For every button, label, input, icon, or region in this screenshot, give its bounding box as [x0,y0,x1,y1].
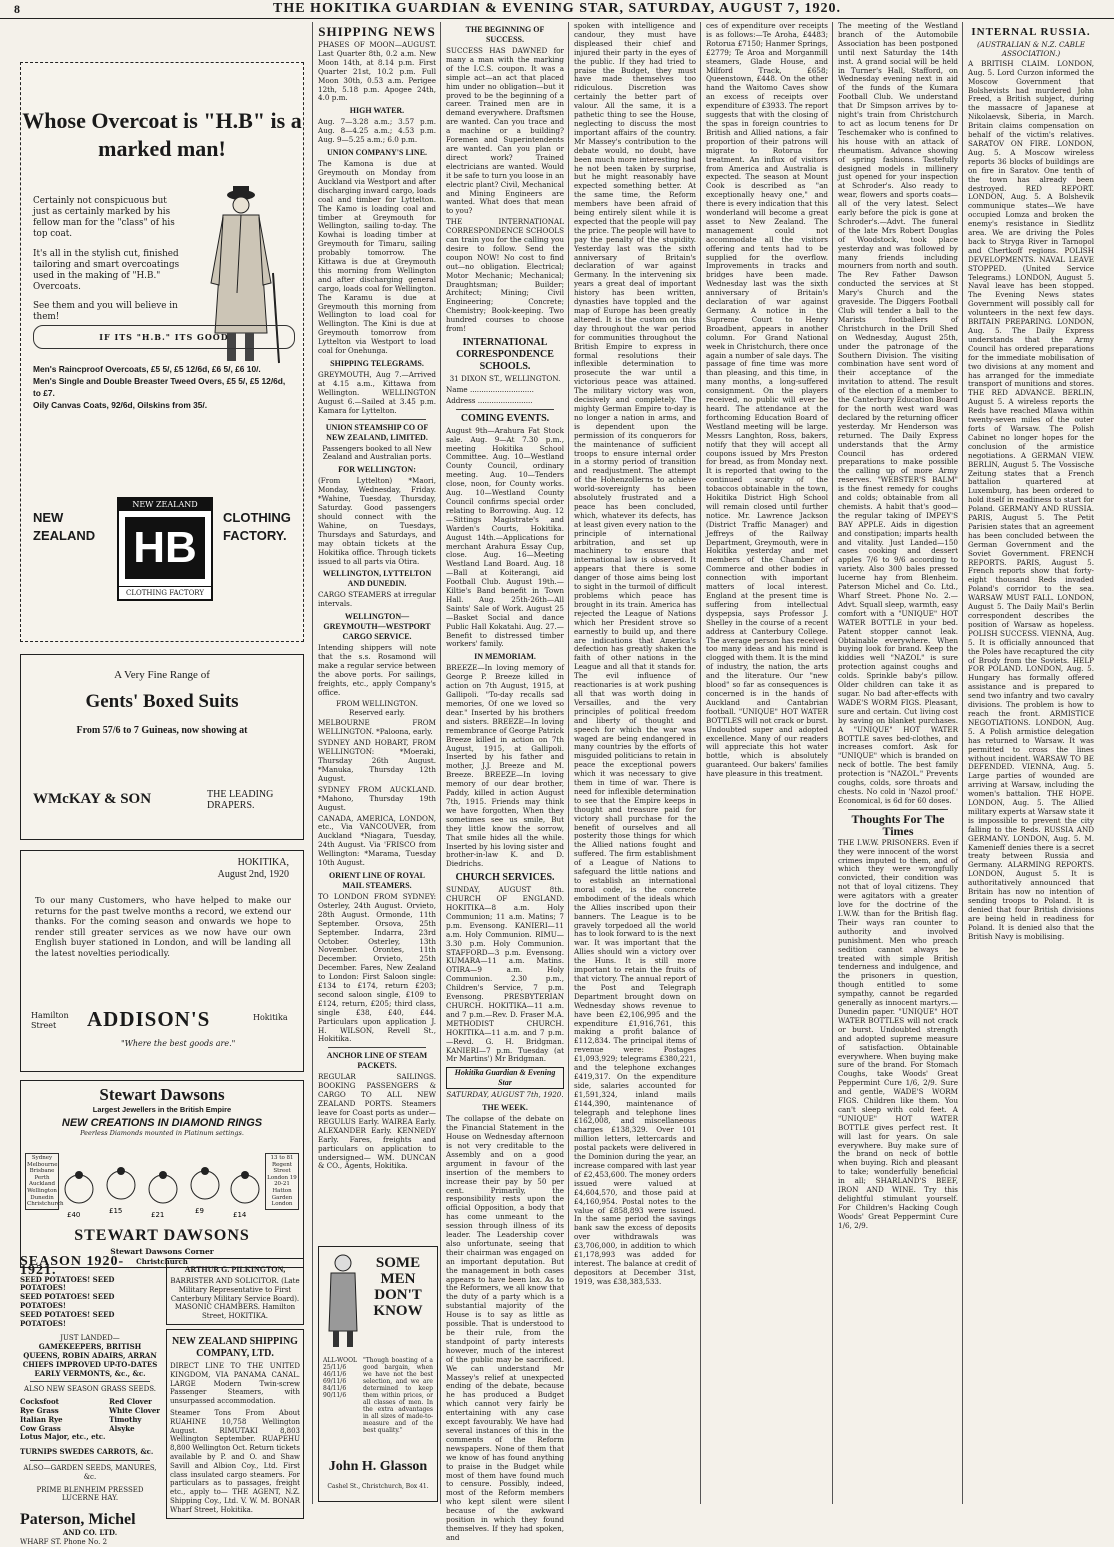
canada-america: CANADA, AMERICA, LONDON, etc., Via VANCOUVER, from Auckland *Niagara, Tuesday, 24th August. Via 'FRISCO from Wellington: *Marama, Tuesday 10th August. [318,813,436,868]
local-news-column [706,22,828,1504]
hb-logo [117,497,213,601]
addisons-name: ADDISON'S [87,1007,211,1031]
seed-right-2: White Clover [109,1405,160,1415]
hb-slogan-sign: IF ITS "H.B." ITS GOOD [33,325,295,349]
ics-heading: INTERNATIONAL CORRESPONDENCE SCHOOLS. [456,337,554,372]
hb-brand-left: NEW ZEALAND [33,510,96,543]
local-notes-text: The meeting of the Westland branch of the Automobile Association has been postponed until next Saturday the 14th inst. A grand social will be held in Turner's Hall, Stafford, on Wednesday evening next in aid of the funds of the Kumara Football Club. We understand that Dr Simpson arrives by to-night's train from Christchurch to act as locum tenens for Dr Teschemaker who is confined to his house with an attack of rheumatism. Advance showing of spring fashions. Tastefully designed models in millinery just opened for your inspection at Schroder's. Also ready to wear, flowers and sports coats—all of the very latest. Select early before the pick is gone at Schroder's.—Advt. The funeral of the late Mrs Robert Douglas of Woodstock, took place yesterday and was followed by many friends including mourners from north and south. The Rev Father Dawson conducted the services at St Mary's Church and the graveside. The Diggers Football Club will tender a ball to the Marists footballers of Christchurch in the Drill Shed on Wednesday, August 25th, under the patronage of the Southern Division. The visiting combination have sent word of their acceptance of the invitation to attend. The result of the election of a member to the Canterbury Education Board for the north west ward was declared by the returning officer yesterday. Mr Henderson was returned. The Daily Express understands that the Army Council has ordered preparations to make possible the calling up of more Army reserves. "WEBSTER'S BALM" is the finest remedy for coughs and colds; obtainable from all chemists. A habit that's good—the regular taking of IMPEY'S BAY APPLE. Aids in digestion and constipation; imparts health and vitality. Just Landed—150 cases cooking and dessert apples 7/6 to 9/6 according to variety. Also 300 bales pressed lucerne hay from Blenheim. Paterson Michel and Co. Ltd., Wharf Street. Phone No. 2.—Advt. Squall sleep, warmth, easy comfort with a "UNIQUE" HOT WATER BOTTLE in your bed. Patent stopper cannot leak. Obtainable everywhere. When buying look for brand. Keep the kiddies well "NAZOL" is sure protection against coughs and colds. Sprinkle baby's pillow. Older children can take it as sugar. No bad after-effects with WADE'S WORM FIGS. Pleasant, sure and certain. Cut living cost by saving on blanket purchases. A "UNIQUE" HOT WATER BOTTLE saves bed-clothes, and increases comfort. Ask for "UNIQUE" which is branded on neck of bottle. The best family protection is "NAZOL." Prevents coughs, colds, sore throats and chests. No cold in 'Nazol proof.' Economical, is 6d for 60 doses. [838,21,958,805]
hb-logo-top: NEW ZEALAND [119,499,211,511]
addisons-date: August 2nd, 1920 [217,869,289,880]
mckay-tagline: THE LEADING DRAPERS. [207,789,274,811]
in-memoriam-heading: IN MEMORIAM. [474,652,536,662]
hb-brand-block [27,495,297,625]
ics-address: 31 DIXON ST., WELLINGTON. [449,374,561,383]
in-memoriam-text: BREEZE—In loving memory of George P. Breeze killed in action on 7th August, 1915, at Gallipoli. "To-day recalls sad memories, Of one we loved so dear." Inserted by his brothers and sisters. BREEZE—In loving remembrance of George Patrick Breeze killed in action on 7th August, 1915, at Gallipoli. Inserted by his father and mother, J.J. Breeze and M. Breeze. BREEZE—In loving memory of our dear brother, Paddy, killed in action August 7th, 1915. Friends may think we have forgotten, When they sometimes see us smile, But they little know the sorrow, That smile hides all the while. Inserted by his loving sister and brother-in-law K. and D. Diedrichs. [446,663,564,869]
for-wellington-text: (From Lyttelton) *Maori, Monday, Wednesday, Friday. *Wahine, Tuesday, Thursday, Saturday. Good passengers should connect with the Wahine, on Tuesdays, Thursdays and Saturdays, and may obtain tickets at the Hokitika office. Through tickets issued to all parts via Otira. [318,476,436,566]
nz-shipping-table: Steamer Tons From About RUAHINE 10,758 Wellington August. RIMUTAKI 8,803 Wellington September. RUAPEHU 8,800 Wellington Oct. Return tickets available by P. and O. and Shaw Savill and Albion Coy., Ltd. First class insulated cargo steamers. For particulars as to passages, freight etc., apply to— THE AGENT, N.Z. Shipping Coy., Ltd. V. W. M. BONAR Wharf Street, Hokitika. [170,1408,300,1514]
union-steamship-heading: UNION STEAMSHIP CO OF NEW ZEALAND, LIMITED. [325,422,429,442]
page-number: 8 [14,2,20,16]
addisons-address: Hamilton Street [31,1011,69,1030]
from-wellington: FROM WELLINGTON. Reserved early. [336,698,418,717]
orient-heading: ORIENT LINE OF ROYAL MAIL STEAMERS. [329,870,425,890]
high-water-times: Aug. 7—3.28 a.m.; 3.57 p.m. Aug. 8—4.25 a.m.; 4.53 p.m. Aug. 9—5.25 a.m.; 6.0 p.m. [318,117,436,145]
glasson-headline: SOME MEN DON'T KNOW [373,1255,423,1319]
stewart-dawsons-ad [20,1080,304,1268]
local-notes-column [838,22,958,1504]
hb-copy-1: Certainly not conspicuous but just as certainly marked by his fellow man for the "class" of his top coat. [33,195,175,239]
ics-name-label: Name [446,384,468,394]
ring-price-2: £15 [109,1207,123,1215]
stewart-name: Stewart Dawsons [99,1085,225,1104]
stewart-tagline: Largest Jewellers in the British Empire [92,1105,232,1114]
seed-left-3: Italian Rye [20,1414,63,1424]
ics-address-field[interactable]: Address ........................ [446,395,533,405]
newspaper-title: THE HOKITIKA GUARDIAN & EVENING STAR, SATURDAY, AUGUST 7, 1920. [272,1,841,16]
addisons-town: Hokitika [253,1013,288,1022]
seed-grass-list [20,1398,160,1442]
glasson-price-list: ALL-WOOL 25/11/6 46/11/6 69/11/6 84/11/6 90/11/6 [323,1357,357,1399]
ring-price-3: £21 [151,1211,165,1219]
cable-news-column [968,22,1094,1504]
glasson-address: Cashel St., Christchurch, Box 41. [327,1483,429,1490]
cable-news-text: A BRITISH CLAIM. LONDON, Aug. 5. Lord Curzon informed the Moscow Government that Bolshevists had murdered John Freed, a British subject, during the massacre of Japanese at Nikolaevsk, Siberia, in March. Britain claims compensation on behalf of the victim's relatives. SARATOV ON FIRE. LONDON, Aug. 5. A Moscow wireless reports 36 blocks of buildings are on fire in Saratov. One tenth of the town has already been destroyed. RED REPORT. LONDON, Aug. 5. A Bolshevik communique states—We have occupied Lomza and broken the enemy's resistance in Siedlitz area. We are driving the Poles back to Stryga River in Tarnopol and Chertkoff regions. POLISH DEVELOPMENTS. NAVAL LEAVE STOPPED. (United Service Telegrams.) LONDON, August 5. Naval leave has been stopped. The Evening News states Government will possibly call for volunteers in the next few days. BRITAIN PREPARING. LONDON, Aug. 5. The Daily Express understands that the Army Council has ordered preparations for the immediate mobilisation of two divisions at any moment and has arranged for the immediate transport of munitions and stores. THE RED ADVANCE. BERLIN, August 5. A wireless reports the Reds have reached Mlawa within twenty-seven miles of the outer forts of Warsaw. The Polish Cabinet no longer hopes for the conclusion of the armistice negotiations. A GERMAN VIEW. BERLIN, August 5. The Vossische Zeitung states that a French battalion quartered at Luxemburg, has been ordered to hold itself in readiness to start for Poland. GERMANY AND RUSSIA. PARIS, August 5. The Petit Parisien states that an agreement has been concluded between the German Government and the Soviet Government. FRENCH REPORTS. PARIS, August 5. French reports show that forty-eight thousand Reds invaded Poland's corridor to the sea. WARSAW MUST FALL. LONDON, August 5. The Daily Mail's Berlin correspondent describes the position of Warsaw as hopeless. POLISH SUCCESS. VIENNA, Aug. 5. It is officially announced that the Poles have recaptured the city of Brody from the Soviets. HELP FOR POLAND. LONDON, Aug. 5. Hungary has formally offered assistance and is prepared to send two infantry and two cavalry divisions. The problem is how to reach the front. ARMISTICE NEGOTIATIONS. LONDON, Aug. 5. A Polish armistice delegation has returned to Warsaw. It was permitted to cross the lines without incident. WARSAW TO BE DEFENDED. VIENNA, Aug. 5. Large parties of wounded are arriving at Warsaw, including the women's battalion. THE HOPE. LONDON, Aug. 5. The Allied military experts at Warsaw state it is impossible to prevent the city falling to the Reds. RUSSIA AND GERMANY. LONDON, Aug. 5. M. Kamenieff denies there is a secret treaty between Russia and Germany. ALARMING REPORTS. LONDON, August 5. It is authoritatively announced that Britain has now no intention of sending troops to Poland. It is denied that four British divisions are being held in readiness for Poland. It is denied also that the British Navy is mobilising. [968,58,1094,941]
hb-headline: Whose Overcoat is "H.B" is a marked man! [22,108,302,161]
ring-price-1: £40 [67,1211,81,1219]
hb-price-line-1: Men's Raincproof Overcoats, £5 5/, £5 12/6d, £6 5/, £6 10/. [33,364,261,374]
success-column [446,22,564,1542]
addisons-ad [20,850,304,1072]
ring-price-5: £14 [233,1211,247,1219]
seed-prime: PRIME BLENHEIM PRESSED LUCERNE HAY. [36,1485,144,1503]
the-week-text: The collapse of the debate on the Financial Statement in the House on Wednesday afternoon is not very creditable to the Assembly and on a good argument in favour of the insertion of the members to increase their pay by 50 per cent. Primarily, the responsibility rests upon the official Opposition, a body that has come unmeant to the session through illness of its leader. The Leadership cover also unfortunate, seeing that their chairman was engaged on an important deputation. But the management in both cases appears to have been lax. As to the Reformers, we all know that the duty of a party which is a substantial majority of the House is to say as little as possible. That is understood to be their rule, from the standpoint of party interests however, much of the interest of the public may be sacrificed. We can understand Mr Massey's relief at unexpected ending of the debate, because he has produced a Budget which cannot very fairly be entertaining with any case except favourably. We have had several instances of this in the comments of the Reform newspapers. None of them that we know of has found anything to praise in the Budget while most of them have found much to censure. Possibly, indeed, most of the Reform members who kept silent were silent because of the awkward position in which they found themselves. If they had spoken, and [446,1114,564,1542]
church-text: SUNDAY, AUGUST 8th. CHURCH OF ENGLAND. HOKITIKA—8 a.m. Holy Communion; 11 a.m. Matins; 7 p.m. Evensong. KANIERI—11 a.m. Holy Communion. RIMU—3.30 p.m. Holy Communion. STAFFORD—3 p.m. Evensong. KUMARA—11 a.m. Matins. OTIRA—9 a.m. Holy Communion. 2.30 p.m., Children's Service, 7 p.m. Evensong. PRESBYTERIAN CHURCH. HOKITIKA—11 a.m. and 7 p.m.—Rev. D. Fraser M.A. METHODIST CHURCH. HOKITIKA—11 a.m. and 7 p.m.—Revd. G. H. Bridgman. KANIERI—7 p.m. Tuesday (at Mr Martins') Mr Bridgman. [446,885,564,1064]
hb-price-line-3: Oily Canvas Coats, 92/6d, Oilskins from 35/. [33,400,208,410]
boxed-suits-ad [20,654,304,840]
seed-left-5: Lotus Major, etc., etc. [20,1432,106,1442]
thoughts-heading: Thoughts For The Times [851,811,945,838]
hb-logo-bottom: CLOTHING FACTORY [119,586,211,599]
shipping-telegrams-heading: SHIPPING TELEGRAMS. [330,359,424,368]
for-wellington-heading: FOR WELLINGTON: [338,465,416,475]
glasson-copy: "Though boasting of a good bargain, when we have not the best selection, and we are determined to keep them within prices, or all classes of men. In the extra advantages in all sizes of made-to-measure and of the best quality." [363,1357,433,1434]
small-ads-column [166,1258,304,1514]
seed-line-2: SEED POTATOES! SEED POTATOES! [20,1292,115,1310]
union-line-text: The Kamona is due at Greymouth on Monday from Auckland via Westport and after discharging inward cargo, loads coal and timber for Lyttelton. The Kamo is loading coal and timber at Greymouth for Wellington, sailing to-day. The Kowhai is loading timber at Greymouth for Timaru, sailing probably tomorrow. The Kittawa is due at Greymouth this morning from Wellington and after discharging general cargo, loads coal for Wellington. The Karamu is due at Greymouth this morning from Wellington to load coal for Wellington. The Kini is due at Greymouth tomorrow from Lyttelton via Westport to load coal for Onehunga. [318,159,436,356]
stewart-branches-left: Sydney Melbourne Brisbane Perth Auckland Wellington Dunedin Christchurch [25,1153,59,1210]
hb-overcoat-ad [20,62,304,642]
seed-firm-2: AND CO. LTD. [62,1528,118,1538]
wgw-heading: WELLINGTON—GREYMOUTH—WESTPORT CARGO SERVICE. [323,612,431,642]
suits-headline: Gents' Boxed Suits [85,691,239,712]
editorial-text: spoken with intelligence and candour, they must have displeased their chief and injured their party in the eyes of the public. If they had tried to praise the Budget, they must have made themselves too ridiculous. Discretion was certainly the better part of valour. All the same, it is a pathetic thing to see the House, neglecting to discuss the most important affairs of the country. Mr Massey's contribution to the debate would, no doubt, have been much more interesting had he not been taken by surprise, but he might reasonably have expected something better. At the same time, the Reform members have been afraid of being entirely silent while it is expected that the people will pay the price. The people will have to pay the penalty of the stupidity. Yesterday last was the sixth anniversary of Britain's declaration of war against Germany. In the intervening six years a great deal of important history has been written, dynasties have toppled and the map of Europe has been greatly altered. It is the custom on this day throughout the war period for communities throughout the British Empire to express in formal resolutions their inflexible determination to prosecute the war until a victorious peace was attained. The military victory was won, decisively and completely. The mighty German Empire to-day is no longer a nation in arms, and is dependent upon the permission of its conquerors for the maintenance of sufficient troops to ensure internal order in a stormy period of transition and readjustment. The attempt of the Hohenzollerns to achieve world-sovereignty has been absolutely frustrated and a peace has been concluded, which, whatever its defects, has at least given every nation to the principle of international arbitration, and set up machinery to ensure that international law is observed. It appears that there is some danger of those aims being lost to sight in the turmoil of difficult problems which peace has brought in its train. America has rejected the League of Nations which her President strove so earnestly to build up, and there are indications that America's defection has greatly shaken the faith of other nations in the League and all that it stands for. The evil influence of reactionaries is at work pushing all that was worth doing in Versailles, and the very principles of political freedom and liberty of thought and speech for which the war was waged are being endangered in many countries by the efforts of misguided politicians to retain in peace the exceptional powers which it was necessary to give them in time of war. There is need for inflexible determination to see that the Empire keeps in thought and treasure paid for victory shall purchase for the benefit of ourselves and all posterity those things for which the Allied nations fought and suffered. The firm establishment of a League of Nations to safeguard the little nations and to establish an international moral code, is the concrete embodiment of the ideals which the Allies inscribed upon their banners. The League is to be gravely torpedoed all the world has to look forward to is the next war. It was important that the Allies should win a victory over the Huns. It is still more important to retain the fruits of that victory. The annual report of the Post and Telegraph Department brought down on Wednesday shows revenue to have been £2,106,995 and the expenditure £1,916,761, this making a profit balance of £112,834. The principal items of revenue were: Postages £1,093,929; telegrams £380,221, and the telephone exchanges £419,317. On the expenditure side, salaries accounted for £1,591,324, inland mails £144,390, maintenance of telegraph and telephone lines £162,008, and miscellaneous charges £138,329. Over 101 million letters, lettercards and postal packets were delivered in the Dominion during the year, an increase compared with last year of £2,453,600. The money orders issued were valued at £4,604,570, and those paid at £4,160,954. Postal notes to the value of £858,893 were issued. In the same period the savings bank saw the excess of deposits over withdrawals was £3,706,000, in addition to which £1,178,993 was added for interest. The balance at credit of depositors at December 31st, 1919, was £38,383,533. [574,21,696,1286]
seed-left-4: Cow Grass [20,1423,61,1433]
pilkington-ad [166,1258,304,1325]
internal-russia-heading: INTERNAL RUSSIA. [971,26,1091,38]
melbourne: MELBOURNE FROM WELLINGTON. *Paloona, early. [318,718,436,737]
glasson-name: John H. Glasson [328,1459,428,1474]
glasson-ad [318,1246,438,1502]
diamond-rings-illustration [57,1151,267,1221]
nz-shipping-ad [166,1329,304,1519]
editorial-date: SATURDAY, AUGUST 7th, 1920. [446,1090,564,1100]
church-heading: CHURCH SERVICES. [455,872,555,884]
success-heading: THE BEGINNING OF SUCCESS. [465,25,545,44]
seed-right-3: Timothy [109,1414,142,1424]
local-news-text: ces of expenditure over receipts is as follows:—Te Aroha, £4483; Rotorua £7150; Hanmer Springs, £2779; Te Aroa and Morganmill steamers, Glade House, and Milford Track, £658; Queenstown, £448. On the other hand the Waitomo Caves show an excess of receipts over expenditure of £3933. The report suggests that with the closing of the spas in foreign countries to British and Allied nations, a fair proportion of their patrons will migrate to Rotorua for treatment. An influx of visitors from America and Australia is expected. The season at Mount Cook is described as "an exceptionally heavy one," and there is every indication that this wonderland will become a great asset to New Zealand. The management could not accommodate all the visitors offering and tents had to be supplied for the overflow. Improvements in tracks and bridges have been made. Wednesday last was the sixth anniversary of Britain's declaration of war against Germany. A notice in the Supreme Court to Henry Broadbent, appears in another column. For Grand National week in Christchurch, there once again a number of sale days. The passage of fine time was more than pleasing, and this time, in many months, a long-suffered consignment. On the players received, no public will ever be heard. The attendance at the forthcoming Education Board of Westland meeting will be large. Messrs Langhton, Ross, bakers, notify that they will accept all coupons issued by Mrs Preston for bread, as from Monday next. It is reported that owing to the continued scarcity of the tobaccos obtainable in the town, Hokitika District High School will remain closed until further notice. Mr. Lawrence Jackson (District Traffic Manager) and Jeffreys of the Railway Department, Greymouth, were in Hokitika yesterday and met members of the Chamber of Commerce and other bodies in connection with important matters of local interest. England at the present time is suffering from intellectual dyspepsia, says Professor J. Shelley in the course of a recent address at Canterbury College. The average person has received too many ideas and his mind is clogged with them. It is the mind of industry, the nation, the arts and the literature. Our "new blood" so far as consequences is concerned is in the hands of Auckland and Cantabrian football. "UNIQUE" HOT WATER BOTTLES will not crack or burst. Undoubted super and adopted excellence. Many of our readers will appreciate this hot water bottle, which is absolutely guaranteed. Our bakers' families have pleasure in this treatment. [706,21,828,779]
the-week-heading: THE WEEK. [482,1103,528,1113]
seed-garden: ALSO—GARDEN SEEDS, MANURES, &c. [23,1463,157,1481]
seed-turnips: TURNIPS SWEDES CARROTS, &c. [20,1447,154,1457]
seed-left-1: Cocksfoot [20,1397,59,1407]
stewart-city: Christchurch [136,1257,188,1266]
cable-association: (AUSTRALIAN & N.Z. CABLE ASSOCIATION.) [977,40,1085,58]
seed-grass: ALSO NEW SEASON GRASS SEEDS. [24,1385,156,1394]
addisons-tagline: "Where the best goods are." [121,1039,236,1048]
stewart-new: NEW CREATIONS IN DIAMOND RINGS [61,1117,263,1129]
hb-logo-mark: HB [125,517,205,579]
coming-events-heading: COMING EVENTS. [460,412,550,424]
guardian-nameplate: Hokitika Guardian & Evening Star [446,1067,564,1089]
masthead [0,0,1114,19]
seed-left-2: Rye Grass [20,1405,59,1415]
hb-brand-right: CLOTHING FACTORY. [223,510,291,543]
seed-right-1: Red Clover [109,1397,152,1407]
nz-shipping-text: DIRECT LINE TO THE UNITED KINGDOM, VIA PANAMA CANAL. LARGE Modern Twin-screw Passenger Steamers, with unsurpassed accommodation. [170,1361,300,1406]
sydney-hobart: SYDNEY AND HOBART, FROM WELLINGTON: *Moeraki, Thursday 26th August. *Manuka, Thursday 12th August. [318,738,436,783]
moon-phases: PHASES OF MOON—AUGUST. Last Quarter 8th, 0.2 a.m. New Moon 14th, at 8.14 p.m. First Quarter 21st, 10.2 p.m. Full Moon 30th, 0.53 a.m. Perigee 12th, 5.18 p.m. Apogee 24th, 4.0 p.m. [318,40,436,103]
seed-potatoes-ad [20,1254,160,1546]
ics-text: THE INTERNATIONAL CORRESPONDENCE SCHOOLS can train you for the calling you desire to follow. Send the coupon NOW! No cost to find out—no obligation. Electrical; Motor Mechanic; Mechanical; Draughtsman; Builder; Architect; Mining; Civil Engineering; Concrete; Chemistry; Book-keeping. Two hundred courses to choose from! [446,217,564,334]
shipping-telegrams-text: GREYMOUTH, Aug 7.—Arrived at 4.15 a.m., Kittawa from Wellington. WELLINGTON August 6.—Sailed at 3.45 p.m. Kamara for Lyttelton. [318,370,436,415]
ics-address-label: Address [446,395,476,405]
anchor-text: REGULAR SAILINGS. BOOKING PASSENGERS & CARGO TO ALL NEW ZEALAND PORTS. Steamers leave for Coast ports as under— REGULUS Early. WAIREA Early. ALEXANDER Early. KENNEDY Early. Fares, freights and particulars on application to undersigned— WM. DUNCAN & CO., Agents, Hokitika. [318,1072,436,1171]
pilkington-text: BARRISTER AND SOLICITOR. (Late Military Representative to First Canterbury Military Service Board). MASONIC CHAMBERS. Hamilton Street, HOKITIKA. [170,1277,300,1321]
editorial-column [574,22,696,1504]
seed-landed: JUST LANDED— [60,1334,120,1343]
shipping-column [318,22,436,1246]
glasson-figure-illustration [323,1251,363,1351]
anchor-heading: ANCHOR LINE OF STEAM PACKETS. [326,1051,428,1071]
stewart-sub: Peerless Diamonds mounted in Platinum settings. [80,1129,244,1137]
wgw-text: Intending shippers will note that the s.s. Rosamond will make a regular service between the above ports. For sailings, freights, etc., apply Company's office. [318,643,436,697]
coming-events-text: August 9th—Arahura Fat Stock sale. Aug. 9—At 7.30 p.m., meeting Hokitika School Committee. Aug. 10—Westland County Council, ordinary meeting. Aug. 10—Tenders close, noon, for County works. Aug. 10—Westland County Council confirms special order relating to Borrowing. Aug. 12—Sittings Magistrate's and Warden's Courts, Hokitika. August 14th.—Applications for merchant Arahura Essay Cup, close. Aug. 16—Meeting Westland Land Board. Aug. 18—Ball at Koiterangi, aid Football Club. August 19th.—Kiltie's Band benefit in Town Hall. Aug. 25th-26th—All Saints' Sale of Work. August 25—Basket Social and dance Public Hall Kokatahi. Aug. 27.—Benefit to distressed timber workers' family. [446,425,564,649]
seed-line-3: SEED POTATOES! SEED POTATOES! [20,1309,115,1328]
seed-varieties: GAMEKEEPERS, BRITISH QUEENS, ROBIN ADAIRS, ARRAN CHIEFS IMPROVED UP-TO-DATES EARLY VERMONTS, &c., &c. [22,1342,158,1378]
union-steamship-sub: Passengers booked to all New Zealand and Australian ports. [322,443,432,462]
hb-price-line-2: Men's Single and Double Breaster Tweed Overs, £5 5/, £5 12/6d, to £7. [33,376,286,398]
seed-right-4: Alsyke [109,1423,135,1433]
hb-copy [33,187,181,332]
suits-intro: A Very Fine Range of [114,669,210,681]
addisons-body: To our many Customers, who have helped to make our returns for the past twelve months a record, we extend our thanks. For the coming season and onwards we hope to render still greater services as we now have our own English buyer stationed in London, and will be landing all the latest novelties periodically. [35,895,291,958]
addisons-place: HOKITIKA, [237,857,289,868]
ring-price-4: £9 [195,1207,204,1215]
seed-season: SEASON 1920-1921. [20,1254,125,1278]
thoughts-text: THE I.W.W. PRISONERS. Even if they were innocent of the worst crimes imputed to them, and of which they were wrongfully convicted, their condition was not that of loyal citizens. They were agitators with a greater love for the doctrine of the I.W.W. than for the British flag. Their ways ran counter to authority and involved punishment. Men who preach sedition cannot always be treated with simple British tenderness and indulgence, and the prisoners in question, though entitled to some sympathy, cannot be regarded generally as innocent martyrs.—Dunedin paper. "UNIQUE" HOT WATER BOTTLES will not crack or burst. Undoubted strength and adopted supreme measure of satisfaction. Obtainable everywhere. When buying make sure of the brand. For Stomach Coughs, take Woods' Great Peppermint Cure 1/6, 2/9. Sure and gentle, WADE'S WORM FIGS. Children like them. You can't sleep with cold feet. A "UNIQUE" HOT WATER BOTTLE gives perfect rest. It will last for years. On sale everywhere. Buy make sure of the brand on neck of bottle when buying. Rich and pleasant to take; wonderfully beneficial in all; SHARLAND'S BEEF, IRON AND WINE. Try this delightful stimulant yourself. For Children's Hacking Cough Woods' Great Peppermint Cure 1/6, 2/9. [838,837,958,1230]
seed-firm: Paterson, Michel [20,1511,136,1529]
union-line-heading: UNION COMPANY'S LINE. [326,148,428,158]
addisons-dateline [218,857,289,881]
hb-copy-3: See them and you will believe in them! [33,301,178,323]
seed-wharf: WHARF ST. Phone No. 2 [20,1537,108,1546]
suits-price: From 57/6 to 7 Guineas, now showing at [76,725,248,736]
hb-price-lines [33,363,295,411]
high-water-heading: HIGH WATER. [349,106,405,116]
success-text: SUCCESS HAS DAWNED for many a man with the marking of the I.C.S. coupon. It was a simple act—an act that placed him under no obligation—but it proved to be the beginning of a career. Trained men are in demand everywhere. Draftsmen are wanted. Can you trace and a machine or a building? Foremen and Superintendents are wanted. Can you plan or direct work? Trained electricians are wanted. Would it be safe to turn you loose in an electric plant? Civil, Mechanical and Mining Engineers are wanted. What does that mean to you? [446,46,564,216]
stewart-corner: Stewart Dawsons Corner [110,1247,214,1256]
stewart-branches-right: 13 to 81 Regent Street London 19 20-21 Hatton Garden London [265,1153,299,1210]
wld-heading: WELLINGTON, LYTTELTON AND DUNEDIN. [322,569,432,589]
wld-text: CARGO STEAMERS at irregular intervals. [318,590,436,609]
mckay-name: WMcKAY & SON [33,791,152,807]
orient-text: TO LONDON FROM SYDNEY: Osterley, 24th August. Orvieto, 28th August. Ormonde, 11th September. Orsova, 25th September. Indarra, 23rd October. Osterley, 13th November. Orontes, 11th December. Orvieto, 25th December. Fares, New Zealand to London: First Saloon single: £134 to £174, return £203; second saloon single, £109 to £124, return, £205; third class, single £38, £40, £44. Particulars upon application J. H. WILSON, Revell St., Hokitika. [318,891,436,1044]
stewart-name-2: STEWART DAWSONS [74,1227,250,1244]
seed-line-1: SEED POTATOES! SEED POTATOES! [20,1274,115,1293]
shipping-heading: SHIPPING NEWS [318,24,436,39]
ics-name-field[interactable]: Name ............................ [446,384,534,394]
nz-shipping-name: NEW ZEALAND SHIPPING COMPANY, LTD. [172,1335,298,1359]
pilkington-name: ARTHUR G. PILKINGTON, [184,1265,286,1274]
sydney-auckland: SYDNEY FROM AUCKLAND. *Mahono, Thursday 19th August. [318,784,436,812]
hb-copy-2: It's all in the stylish cut, finished tailoring and smart overcoatings used in the making of "H.B." Overcoats. [33,248,180,292]
